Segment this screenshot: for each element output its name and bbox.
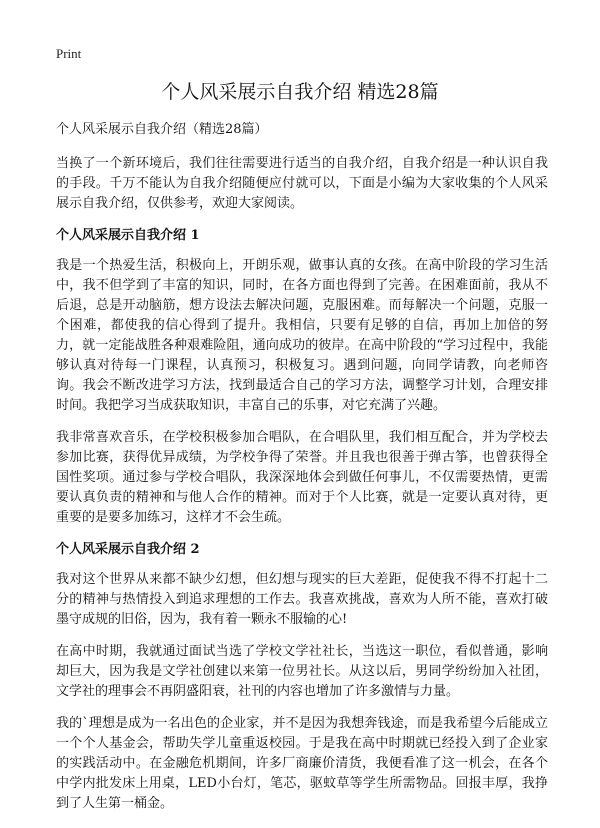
section-heading-1: 个人风采展示自我介绍 1 [56,228,200,243]
section-2-paragraph-2: 在高中时期，我就通过面试当选了学校文学社社长，当选这一职位，看似普通，影响却巨大，因为我是文学社创建以来第一位男社长。从这以后，男同学纷纷加入社团，文学社的理事会不再阴盛阳衰，社刊的内容也增加了许多激情与力量。 [56,644,548,699]
section-1-paragraph-1: 我是一个热爱生活，积极向上，开朗乐观，做事认真的女孩。在高中阶段的学习生活中，我不但学到了丰富的知识，同时，在各方面也得到了完善。在困难面前，我从不后退，总是开动脑筋，想方设法去解决问题，克服困难。而每解决一个问题，克服一个困难，都使我的信心得到了提升。我相信，只要有足够的自信，再加上加倍的努力，就一定能战胜各种艰难险阻，通向成功的彼岸。在高中阶段的“学习过程中，我能够认真对待每一门课程，认真预习，积极复习。遇到问题，向同学请教，向老师咨询。我会不断改进学习方法，找到最适合自己的学习方法，调整学习计划，合理安排时间。我把学习当成获取知识，丰富自己的乐事，对它充满了兴趣。 [56,258,548,413]
print-label: Print [56,46,82,61]
section-heading-2: 个人风采展示自我介绍 2 [56,542,200,557]
section-2-paragraph-1: 我对这个世界从来都不缺少幻想，但幻想与现实的巨大差距，促使我不得不打起十二分的精神与热情投入到追求理想的工作去。我喜欢挑战，喜欢为人所不能，喜欢打破墨守成规的旧俗，因为，我有着一颗永不服输的心! [56,572,548,627]
document-subtitle: 个人风采展示自我介绍（精选28篇） [56,122,268,137]
intro-paragraph: 当换了一个新环境后，我们往往需要进行适当的自我介绍，自我介绍是一种认识自我的手段。千万不能认为自我介绍随便应付就可以，下面是小编为大家收集的个人风采展示自我介绍，仅供参考，欢迎大家阅读。 [56,156,548,211]
section-2-paragraph-3: 我的`理想是成为一名出色的企业家，并不是因为我想奔钱途，而是我希望今后能成立一个个人基金会，帮助失学儿童重返校园。于是我在高中时期就已经投入到了企业家的实践活动中。在金融危机期间，许多厂商廉价清货，我便看准了这一机会，在各个中学内批发床上用桌，LED小台灯，笔芯，驱蚊草等学生所需物品。回报丰厚，我挣到了人生第一桶金。 [56,716,548,811]
document-body [56,120,548,826]
section-1-paragraph-2: 我非常喜欢音乐，在学校积极参加合唱队，在合唱队里，我们相互配合，并为学校去参加比赛，获得优异成绩，为学校争得了荣誉。并且我也很善于弹古筝，也曾获得全国性奖项。通过参与学校合唱队，我深深地体会到做任何事儿，不仅需要热情，更需要认真负责的精神和与他人合作的精神。而对于个人比赛，就是一定要认真对待，更重要的是要多加练习，这样才不会生疏。 [56,430,548,525]
page-title: 个人风采展示自我介绍 精选28篇 [161,81,439,103]
